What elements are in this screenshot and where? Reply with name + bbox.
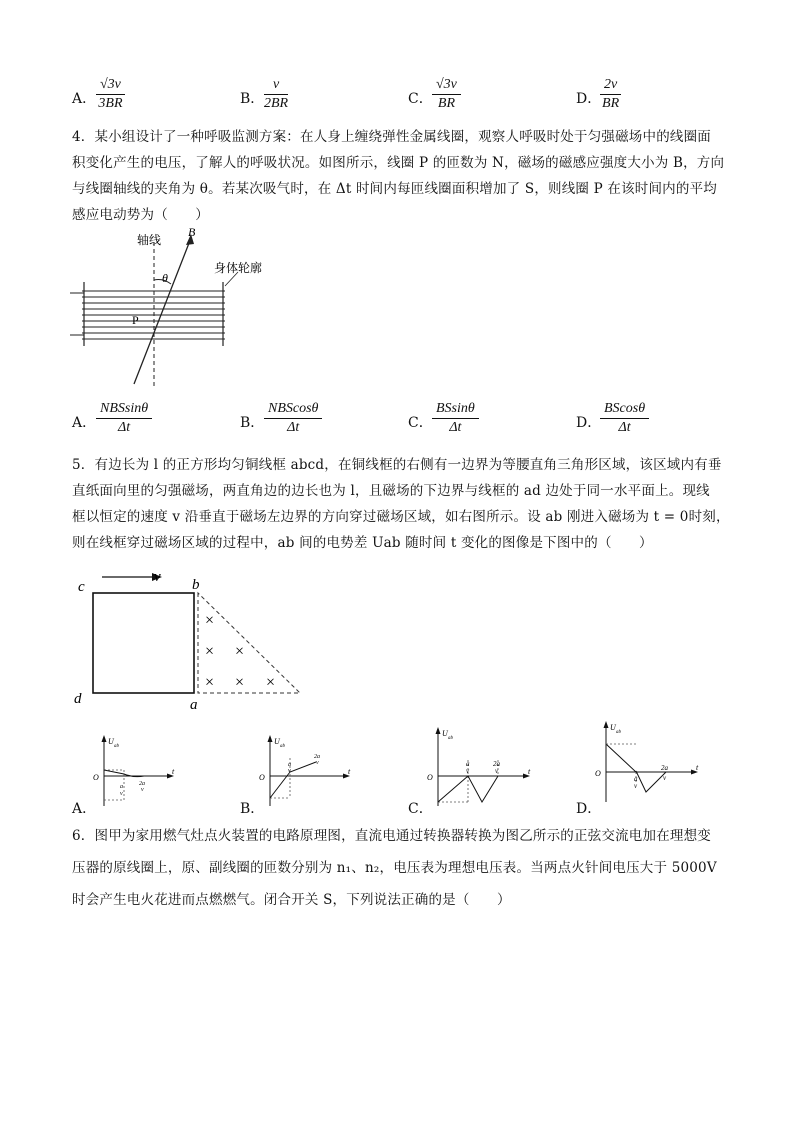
u-axis-label: U	[610, 723, 616, 732]
q5-stem	[72, 452, 740, 556]
field-cross: ×	[235, 643, 245, 660]
q3-option-d-num: 2v	[600, 76, 621, 95]
q4-option-b-fraction	[264, 400, 322, 437]
origin-label: O	[427, 773, 433, 782]
q3-option-d-letter[interactable]: D．	[576, 91, 602, 107]
q5-line-4: 则在线框穿过磁场区域的过程中，ab 间的电势差 Uab 随时间 t 变化的图像是下图中的（ ）	[72, 535, 653, 551]
u-axis-subscript: ab	[114, 744, 119, 749]
q5-option-a-letter[interactable]: A．	[72, 801, 97, 817]
q5-graph-a	[88, 730, 198, 810]
axis-label: 轴线	[137, 233, 162, 247]
q5-line-2: 直纸面向里的匀强磁场，两直角边的边长也为 l，且磁场的下边界与线框的 ad 边处于同一水平面上。现线	[72, 483, 710, 499]
u-axis-subscript: ab	[448, 736, 453, 741]
q4-line-1: 4．某小组设计了一种呼吸监测方案：在人身上缠绕弹性金属线圈，观察人呼吸时处于匀强磁场中的线圈面	[72, 129, 711, 145]
theta-label: θ	[162, 271, 168, 285]
q3-option-c-fraction	[432, 76, 461, 113]
square-frame	[93, 593, 194, 693]
origin-label: O	[595, 769, 601, 778]
two-a-label: 2a	[661, 764, 668, 772]
q5-graph-b	[254, 730, 364, 810]
coil-p-label: P	[132, 313, 139, 327]
q3-option-b-letter[interactable]: B．	[240, 91, 265, 107]
field-cross: ×	[205, 674, 215, 691]
q5-graph-c	[422, 724, 542, 810]
q3-option-d-den: BR	[602, 96, 620, 111]
q4-option-c-letter[interactable]: C．	[408, 415, 433, 431]
two-a-den: v	[141, 787, 144, 793]
b-field-line	[134, 238, 191, 384]
q4-option-b-letter[interactable]: B．	[240, 415, 265, 431]
q6-stem	[72, 820, 740, 916]
q3-option-b-den: 2BR	[264, 96, 289, 111]
b-label: B	[188, 225, 196, 239]
q4-option-b-den: Δt	[287, 420, 300, 435]
field-crosses	[205, 612, 275, 691]
q3-option-b-fraction	[264, 76, 288, 113]
q4-option-c-den: Δt	[449, 420, 462, 435]
t-axis-label: t	[348, 767, 351, 776]
q4-option-b-num: NBScosθ	[264, 400, 322, 419]
a-over-v-label: a	[466, 760, 470, 768]
q4-option-a-num: NBSsinθ	[96, 400, 152, 419]
q3-option-a-letter[interactable]: A．	[72, 91, 97, 107]
q5-option-c-letter[interactable]: C．	[408, 801, 433, 817]
q6-line-2: 压器的原线圈上，原、副线圈的匝数分别为 n₁、n₂，电压表为理想电压表。当两点火针间电压大于 5000V	[72, 860, 717, 876]
a-over-v-den: v	[466, 767, 470, 775]
q3-option-c-letter[interactable]: C．	[408, 91, 433, 107]
field-cross: ×	[266, 674, 276, 691]
q3-option-a-den: 3BR	[98, 96, 123, 111]
vertex-c-label: c	[78, 579, 85, 595]
u-axis-subscript: ab	[280, 744, 285, 749]
vertex-a-label: a	[190, 697, 198, 713]
q5-line-1: 5．有边长为 l 的正方形均匀铜线框 abcd，在铜线框的右侧有一边界为等腰直角三角形区域，该区域内有垂	[72, 457, 722, 473]
two-a-den: v	[663, 774, 667, 782]
q4-option-a-letter[interactable]: A．	[72, 415, 97, 431]
two-a-label: 2a	[314, 754, 320, 760]
u-axis-subscript: ab	[616, 730, 621, 735]
u-axis-label: U	[442, 729, 448, 738]
q5-frame-figure	[66, 565, 316, 715]
t-axis-label: t	[696, 763, 699, 772]
a-over-v-label: a	[634, 775, 638, 783]
t-axis-label: t	[172, 767, 175, 776]
q4-line-3: 与线圈轴线的夹角为 θ。若某次吸气时，在 Δt 时间内每匝线圈面积增加了 S，则线圈 P 在该时间内的平均	[72, 181, 717, 197]
u-axis-arrow	[436, 727, 441, 734]
q5-option-d-letter[interactable]: D．	[576, 801, 602, 817]
q5-line-3: 框以恒定的速度 v 沿垂直于磁场左边界的方向穿过磁场区域，如右图所示。设 ab 刚进入磁场为 t = 0时刻，	[72, 509, 730, 525]
q3-option-d-fraction	[600, 76, 621, 113]
q3-option-a-fraction	[96, 76, 125, 113]
q4-option-c-num: BSsinθ	[432, 400, 479, 419]
a-over-v-den: v	[120, 791, 123, 797]
q4-option-c-fraction	[432, 400, 479, 437]
two-a-den: v	[316, 760, 319, 766]
q4-option-d-fraction	[600, 400, 649, 437]
u-ab-curve	[270, 762, 316, 798]
field-cross: ×	[205, 643, 215, 660]
u-axis-arrow	[268, 735, 273, 742]
origin-label: O	[259, 773, 265, 782]
q6-line-3: 时会产生电火花进而点燃燃气。闭合开关 S，下列说法正确的是（ ）	[72, 892, 511, 908]
vertex-d-label: d	[74, 691, 82, 707]
field-cross: ×	[235, 674, 245, 691]
two-a-den: v	[495, 767, 499, 775]
u-axis-label: U	[274, 737, 280, 746]
q3-option-c-den: BR	[437, 96, 455, 111]
q5-graph-d	[590, 718, 710, 810]
a-over-v-den: v	[288, 768, 291, 774]
a-over-v-label: a	[288, 762, 291, 768]
q6-line-1: 6．图甲为家用燃气灶点火装置的电路原理图，直流电通过转换器转换为图乙所示的正弦交流电加在理想变	[72, 828, 711, 844]
q4-option-a-fraction	[96, 400, 152, 437]
q4-option-a-den: Δt	[118, 420, 131, 435]
two-a-label: 2a	[139, 781, 145, 787]
origin-label: O	[93, 773, 99, 782]
q4-option-d-letter[interactable]: D．	[576, 415, 602, 431]
velocity-label: v	[154, 569, 161, 585]
two-a-label: 2a	[493, 760, 500, 768]
q4-stem	[72, 124, 740, 228]
q5-option-b-letter[interactable]: B．	[240, 801, 265, 817]
q4-line-4: 感应电动势为（ ）	[72, 207, 209, 223]
body-outline-label: 身体轮廓	[214, 261, 263, 275]
q4-option-d-num: BScosθ	[600, 400, 649, 419]
u-axis-label: U	[108, 737, 114, 746]
q4-option-d-den: Δt	[618, 420, 631, 435]
t-axis-label: t	[528, 767, 531, 776]
q3-option-b-num: v	[264, 76, 288, 95]
vertex-b-label: b	[192, 577, 200, 593]
q3-option-c-num: √3v	[432, 76, 461, 95]
u-axis-arrow	[102, 735, 107, 742]
a-over-v-label: a	[120, 784, 123, 790]
q3-option-a-num: √3v	[96, 76, 125, 95]
q4-coil-figure	[60, 222, 300, 392]
u-axis-arrow	[604, 721, 609, 728]
a-over-v-den: v	[634, 782, 638, 790]
field-cross: ×	[205, 612, 215, 629]
q4-line-2: 积变化产生的电压，了解人的呼吸状况。如图所示，线圈 P 的匝数为 N，磁场的磁感应强度大小为 B，方向	[72, 155, 725, 171]
